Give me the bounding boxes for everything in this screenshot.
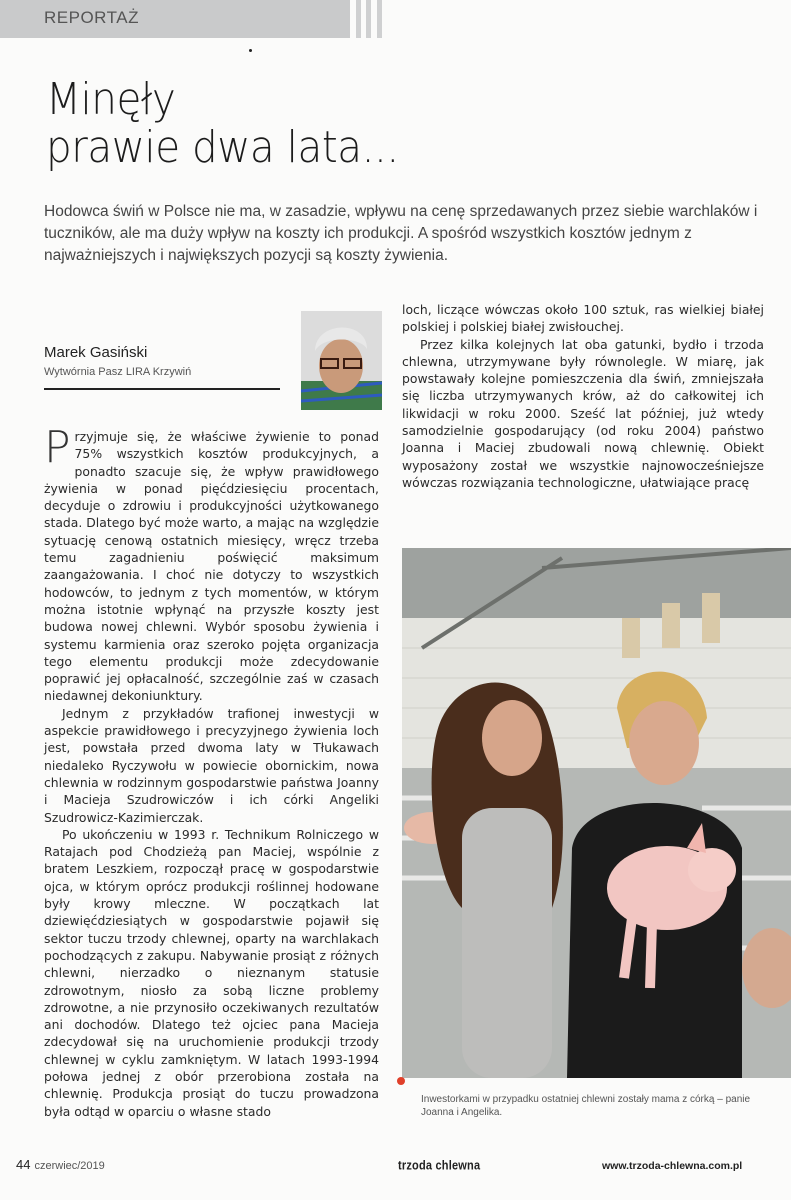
header-stripe bbox=[377, 0, 382, 38]
page-number: 44 bbox=[16, 1157, 31, 1172]
article-paragraph bbox=[44, 422, 379, 705]
article-lead: Hodowca świń w Polsce nie ma, w zasadzie, wpływu na cenę sprzedawanych przez siebie warchlaków i tuczników, ale ma duży wpływ na koszty ich produkcji. A spośród wszystkich kosztów jednym z najważniejszych i największych pozycji są koszty żywienia. bbox=[44, 203, 758, 264]
article-paragraph: Jednym z przykładów trafionej inwestycji w aspekcie prawidłowego i precyzyjnego żywienia loch jest, powstała przed dwoma laty w Tłukawach niedaleko Ryczywołu w powiecie obornickim, nowa chlewnia w rodzinnym gospodarstwie państwa Joanny i Macieja Szudrowiczów i ich córki Angeliki Szudrowicz-Kazimierczak. bbox=[44, 705, 379, 825]
print-speck bbox=[249, 49, 252, 52]
author-organization: Wytwórnia Pasz LIRA Krzywiń bbox=[44, 366, 192, 378]
title-line: prawie dwa lata... bbox=[46, 122, 399, 173]
article-paragraph: Przez kilka kolejnych lat oba gatunki, bydło i trzoda chlewna, utrzymywane były równolegle. W miarę, jak powstawały kolejne pomieszczenia dla świń, zmniejszała się liczba utrzymywanych krów, aż do całkowitej ich likwidacji w roku 2000. Sześć lat później, już wtedy samodzielnie gospodarujący (od roku 2004) państwo Joanna i Maciej zbudowali nową chlewnię. Obiekt wyposażony został we wszystkie najnowocześniejsze wówczas rozwiązania technologiczne, ułatwiające pracę bbox=[402, 336, 764, 490]
article-title bbox=[46, 76, 429, 172]
issue-date: czerwiec/2019 bbox=[34, 1160, 105, 1172]
magazine-url-link[interactable]: www.trzoda-chlewna.com.pl bbox=[602, 1160, 743, 1172]
title-line: Minęły bbox=[46, 74, 176, 125]
article-paragraph: Po ukończeniu w 1993 r. Technikum Rolniczego w Ratajach pod Chodzieżą pan Maciej, wspólnie z bratem Leszkiem, rozpoczął pracę w gospodarstwie ojca, w którym oprócz produkcji roślinnej hodowane były krowy mleczne. W początkach lat dziewięćdziesiątych w gospodarstwie pojawił się sektor tuczu trzody chlewnej, oparty na warchlakach pochodzących z zakupu. Nabywanie prosiąt z różnych chlewni, nierzadko o nieznanym statusie zdrowotnym, niosło za sobą liczne problemy zdrowotne, a nie przynosiło oczekiwanych rezultatów ani dochodów. Dlatego też ojciec pana Macieja zdecydował się na uruchomienie produkcji trzody chlewnej w cyklu zamkniętym. W latach 1993-1994 połowa jednej z obór przerobiona została na chlewnię. Produkcja prosiąt do tuczu prowadzona była odtąd w oparciu o własne stado bbox=[44, 826, 379, 1119]
article-column-right bbox=[402, 301, 764, 491]
photo-caption: Inwestorkami w przypadku ostatniej chlewni zostały mama z córką – panie Joanna i Angelika. bbox=[421, 1094, 751, 1118]
header-stripe bbox=[366, 0, 371, 38]
farrowing-house-photo-icon bbox=[402, 548, 791, 1078]
article-paragraph: loch, liczące wówczas około 100 sztuk, ras wielkiej białej polskiej i polskiej białej zwisłouchej. bbox=[402, 302, 764, 335]
author-portrait-icon bbox=[301, 311, 382, 410]
magazine-brand: trzoda chlewna bbox=[398, 1159, 481, 1173]
author-name: Marek Gasiński bbox=[44, 344, 148, 361]
paragraph-text: rzyjmuje się, że właściwe żywienie to ponad 75% wszystkich kosztów produkcyjnych, a ponadto szacuje się, że wpływ prawidłowego żywienia w ponad pięćdziesięciu procentach, decyduje o zdrowiu i produkcyjności użytkowanego stada. Dlatego być może warto, a mając na względzie sytuację cenową ostatnich miesięcy, wręcz trzeba temu zagadnieniu poświęcić maksimum zaangażowania. I choć nie dotyczy to wszystkich hodowców, to jednym z tych momentów, w którym można istotnie wpłynąć na przyszłe koszty jest budowa nowej chlewni. Wybór sposobu żywienia i systemu karmienia oraz szeroko pojęta organizacja tego elementu produkcji może zdecydowanie poprawić jej opłacalność, szczególnie zaś w czasach niedawnej dekoniunktury. bbox=[44, 429, 379, 704]
caption-marker bbox=[397, 1077, 405, 1085]
dropcap: P bbox=[44, 422, 71, 473]
section-header-bar bbox=[0, 0, 350, 38]
section-label: REPORTAŻ bbox=[44, 8, 139, 27]
article-column-left bbox=[44, 422, 379, 1120]
header-stripe bbox=[356, 0, 361, 38]
author-divider bbox=[44, 388, 280, 390]
page-footer-left bbox=[16, 1157, 105, 1172]
